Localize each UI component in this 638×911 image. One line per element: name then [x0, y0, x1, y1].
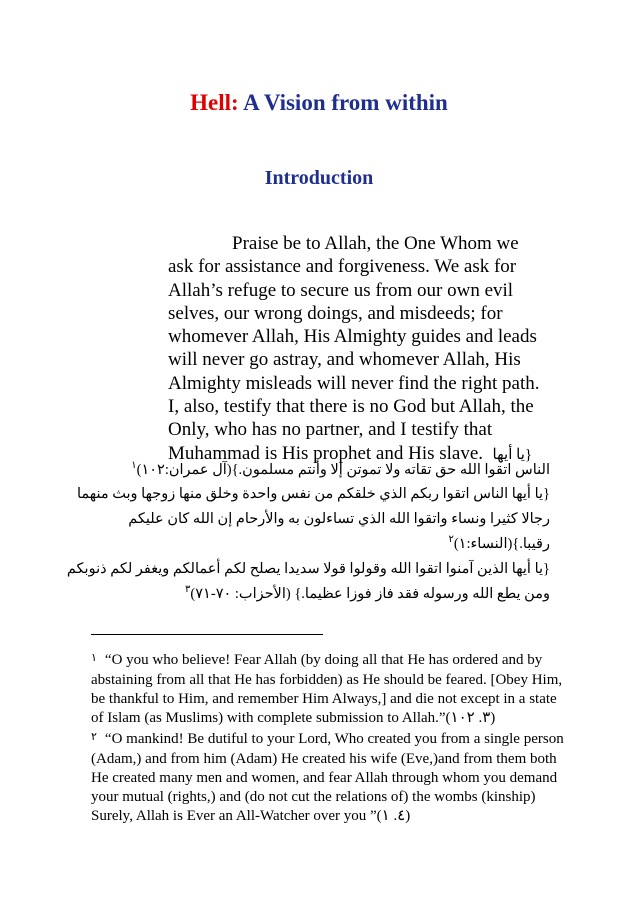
title-rest: A Vision from within	[238, 90, 448, 115]
footnote-ref: ٢	[448, 534, 454, 545]
footnote-ref: ٣	[185, 584, 191, 595]
footnote-line	[91, 730, 564, 750]
footnote-line: abstaining from all that He has forbidden) as He should be feared. [Obey Him,	[91, 672, 563, 688]
arabic-text: الناس اتقوا الله حق تقاته ولا تموتن إلا وأنتم مسلمون.}(آل عمران:١٠٢)	[136, 462, 550, 478]
arabic-verse-line: {يا أيها الناس اتقوا ربكم الذي خلقكم من نفس واحدة وخلق منها زوجها وبث منهما	[77, 486, 550, 502]
body-line-text: Muhammad is His prophet and His slave.	[168, 442, 484, 464]
page-title	[0, 90, 638, 116]
footnote-text: “O you who believe! Fear Allah (by doing all that He has ordered and by	[104, 652, 543, 668]
body-line: Allah’s refuge to secure us from our own evil	[168, 279, 514, 301]
body-line: Only, who has no partner, and I testify that	[168, 419, 493, 441]
footnote-number: ٢	[91, 731, 97, 743]
body-line: whomever Allah, His Almighty guides and leads	[168, 326, 537, 348]
footnote-divider	[91, 634, 323, 635]
arabic-inline-start: {يا أيها	[492, 446, 533, 463]
body-line: Praise be to Allah, the One Whom we	[232, 233, 519, 254]
arabic-text: رقيبا.}(النساء:١)	[453, 536, 550, 552]
section-heading: Introduction	[264, 167, 374, 189]
footnote-line: be thankful to Him, and remember Him Always,] and die not except in a state	[91, 691, 557, 707]
footnote-1	[91, 651, 563, 728]
footnote-number: ١	[91, 652, 97, 664]
body-line: Almighty misleads will never find the right path.	[168, 372, 540, 394]
body-line: selves, our wrong doings, and misdeeds; for	[168, 302, 503, 324]
footnote-2	[91, 730, 564, 826]
footnote-ref: ١	[131, 460, 137, 471]
title-highlight: Hell:	[190, 90, 239, 115]
body-line: I, also, testify that there is no God but Allah, the	[168, 396, 534, 418]
footnote-line: your mutual (rights,) and (do not cut the relations of) the wombs (kinship)	[91, 789, 536, 805]
footnote-text: “O mankind! Be dutiful to your Lord, Who created you from a single person	[104, 731, 564, 747]
arabic-verse-line	[448, 536, 550, 553]
body-paragraph	[168, 232, 558, 467]
body-line: will never go astray, and whomever Allah, His	[168, 349, 521, 371]
footnote-line: (Adam,) and from him (Adam) He created his wife (Eve,)and from them both	[91, 751, 557, 767]
footnote-line: He created many men and women, and fear Allah through whom you demand	[91, 770, 558, 786]
arabic-text: ومن يطع الله ورسوله فقد فاز فوزا عظيما.} (الأحزاب: ٧٠-٧١)	[190, 586, 550, 602]
footnote-line: of Islam (as Muslims) with complete submission to Allah.”(٣. ١٠٢)	[91, 710, 496, 726]
arabic-verse-line	[185, 586, 550, 603]
body-line: ask for assistance and forgiveness. We ask for	[168, 256, 517, 278]
footnote-line: Surely, Allah is Ever an All-Watcher over you ”(٤. ١)	[91, 808, 411, 824]
arabic-verse-line	[131, 462, 550, 479]
footnote-line	[91, 651, 541, 671]
arabic-verse-line: {يا أيها الذين آمنوا اتقوا الله وقولوا قولا سديدا يصلح لكم أعمالكم ويغفر لكم ذنوبكم	[66, 561, 550, 577]
arabic-verse-line: رجالا كثيرا ونساء واتقوا الله الذي تساءلون به والأرحام إن الله كان عليكم	[128, 511, 550, 527]
